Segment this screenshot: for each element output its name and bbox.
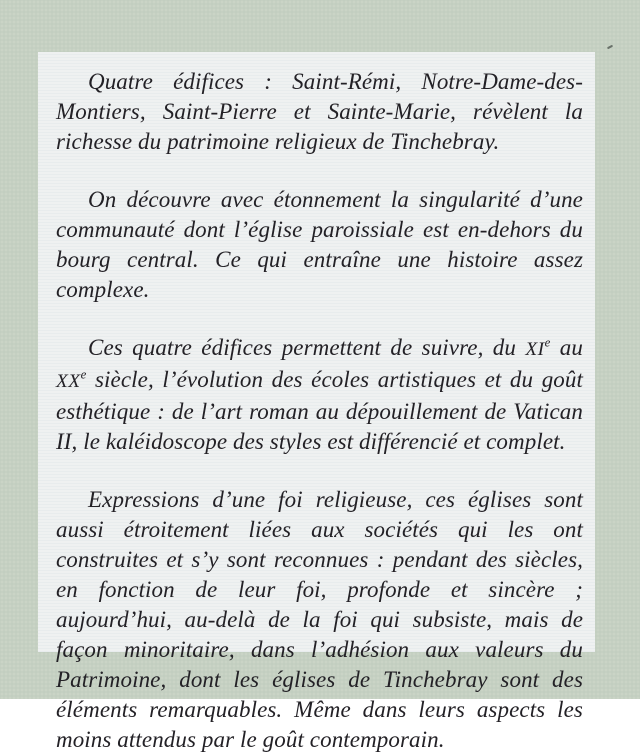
paragraph	[56, 485, 583, 755]
paragraph	[56, 185, 583, 305]
era-roman-numeral: XI	[525, 339, 545, 360]
era-superscript: e	[80, 367, 87, 382]
text-segment: au	[550, 335, 583, 360]
era-roman-numeral: XX	[56, 371, 81, 392]
text-segment: On découvre avec étonnement la singularité d’une communauté dont l’église paroissiale est en-dehors du bourg central. Ce qui entraîne une histoire assez complexe.	[56, 187, 583, 302]
scan-speck	[607, 45, 613, 50]
era-superscript: e	[544, 335, 551, 350]
text-segment: Quatre édifices : Saint-Rémi, Notre-Dame-des-Montiers, Saint-Pierre et Sainte-Marie, révèlent la richesse du patrimoine religieux de Tinchebray.	[56, 69, 583, 154]
text-block	[56, 67, 583, 755]
text-segment: Ces quatre édifices permettent de suivre, du	[88, 335, 526, 360]
paragraph	[56, 333, 583, 457]
text-panel	[38, 52, 595, 752]
paragraph	[56, 67, 583, 157]
text-segment: Expressions d’une foi religieuse, ces églises sont aussi étroitement liées aux sociétés qui les ont construites et s’y sont reconnues : pendant des siècles, en fonction de leur foi, profonde et sincère ; aujourd’hui, au-delà de la foi qui subsiste, mais de façon minoritaire, dans l’adhésion aux valeurs du Patrimoine, dont les églises de Tinchebray sont des éléments remarquables. Même dans leurs aspects les moins attendus par le goût contemporain.	[56, 487, 583, 752]
text-segment: siècle, l’évolution des écoles artistiques et du goût esthétique : de l’art roman au dépouillement de Vatican II, le kaléidoscope des styles est différencié et complet.	[56, 367, 583, 454]
